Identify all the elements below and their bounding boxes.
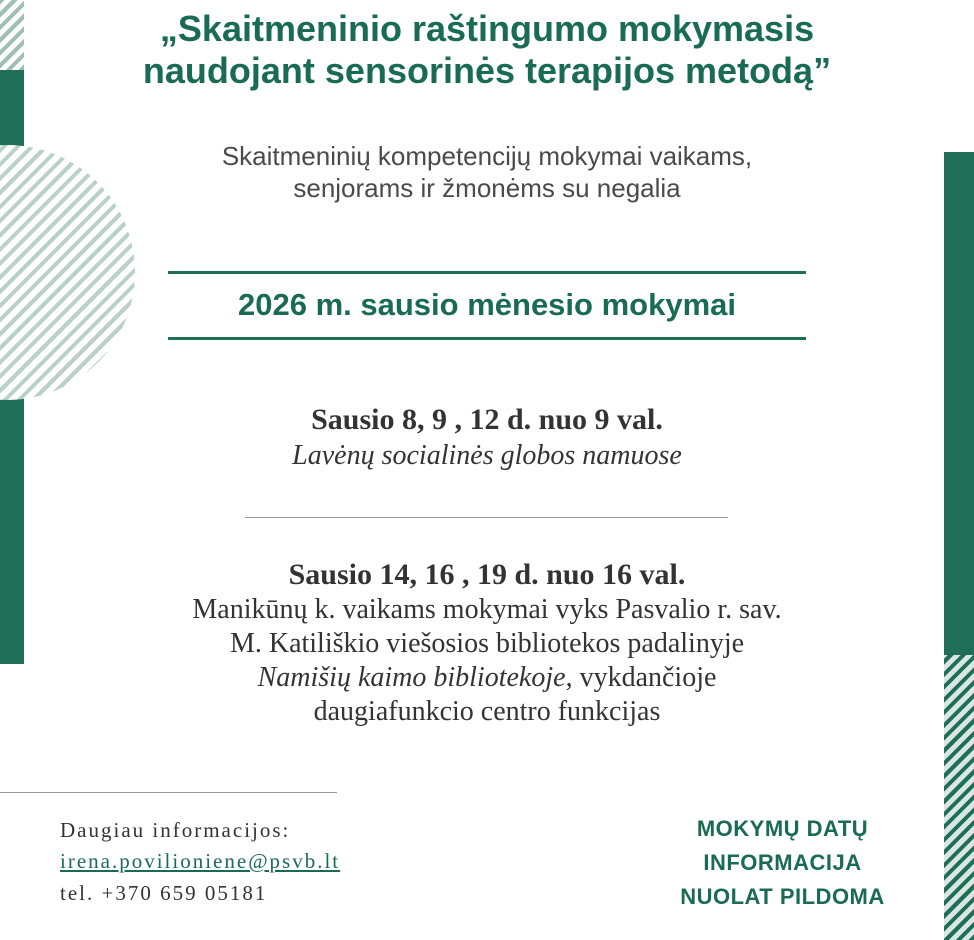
- event1-date: Sausio 8, 9 , 12 d. nuo 9 val.: [311, 403, 663, 436]
- contact-label: Daugiau informacijos:: [60, 818, 291, 842]
- event1-place: Lavėnų socialinės globos namuose: [292, 440, 682, 471]
- contact-phone: tel. +370 659 05181: [60, 881, 268, 905]
- left-stripes-decoration: [0, 0, 24, 70]
- event2-library-name: Namišių kaimo bibliotekoje: [257, 662, 566, 693]
- event2-line-2: M. Katiliškio viešosios bibliotekos padalinyje: [229, 628, 745, 659]
- month-heading: 2026 m. sausio mėnesio mokymai: [238, 287, 736, 322]
- event2-line-1: Manikūnų k. vaikams mokymai vyks Pasvalio r. sav.: [192, 594, 782, 625]
- title-line-1: „Skaitmeninio raštingumo mokymasis: [159, 8, 815, 49]
- event2-line-4: daugiafunkcio centro funkcijas: [313, 696, 661, 727]
- page-title: [40, 8, 934, 92]
- notice-line-1: MOKYMŲ DATŲ: [696, 816, 869, 841]
- heading-rule-bottom: [168, 337, 806, 340]
- heading-rule-top: [168, 271, 806, 274]
- subtitle-line-2: senjorams ir žmonėms su negalia: [293, 173, 681, 203]
- event2-date: Sausio 14, 16 , 19 d. nuo 16 val.: [288, 558, 686, 591]
- right-stripes-decoration: [944, 655, 974, 940]
- footer-divider: [0, 792, 337, 793]
- event-divider: [245, 517, 728, 518]
- notice-block: [640, 812, 925, 914]
- subtitle: [40, 140, 934, 204]
- subtitle-line-1: Skaitmeninių kompetencijų mokymai vaikams,: [221, 141, 753, 171]
- contact-email-link[interactable]: irena.povilioniene@psvb.lt: [60, 849, 341, 873]
- event2-line-3: [100, 662, 874, 693]
- event2-line-3-rest: , vykdančioje: [565, 662, 717, 693]
- title-line-2: naudojant sensorinės terapijos metodą”: [142, 50, 832, 91]
- notice-line-3: NUOLAT PILDOMA: [680, 884, 885, 909]
- notice-line-2: INFORMACIJA: [703, 850, 862, 875]
